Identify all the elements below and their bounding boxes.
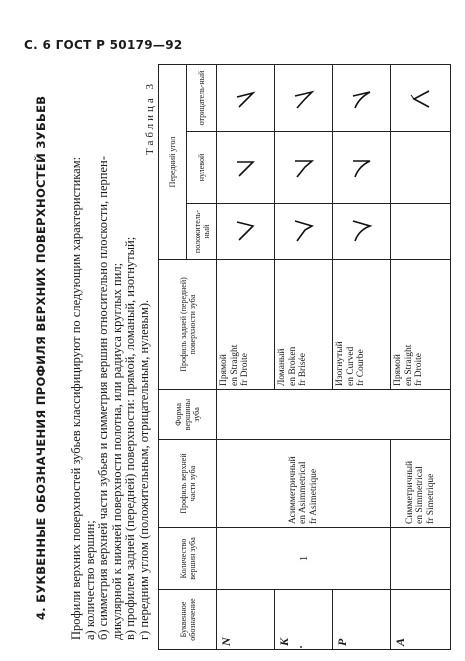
top-profile-cell-sym — [391, 440, 451, 528]
profile-fr: fr Courbe — [356, 349, 366, 386]
negative-angle-cell — [391, 65, 451, 132]
positive-angle-cell — [333, 204, 391, 260]
negative-angle-cell — [275, 65, 333, 132]
table-row — [217, 65, 275, 650]
zero-angle-cell — [333, 132, 391, 204]
paragraph-line: дикулярной к нижней поверхности полотна, или радиуса круглых пил; — [109, 262, 124, 640]
table-row — [391, 65, 451, 650]
tooth-curved-positive-icon — [351, 219, 373, 245]
profile-en: en Straight — [403, 344, 414, 386]
negative-angle-cell — [333, 65, 391, 132]
profile-ru: Изогнутый — [335, 341, 345, 386]
count-cell: 1 — [217, 528, 391, 590]
back-profile-cell — [275, 260, 333, 390]
tooth-straight-negative-icon — [235, 85, 257, 111]
profile-en: en Straight — [229, 344, 240, 386]
tooth-curved-zero-icon — [351, 155, 373, 181]
tooth-symmetric-negative-icon — [410, 85, 432, 111]
header-front-angle: Передний угол — [159, 65, 187, 260]
paragraph-line: Профили верхних поверхностей зубьев классифицируют по следующим характеристикам: — [69, 156, 83, 640]
profile-fr: fr Asimetrique — [308, 468, 319, 524]
profile-ru: Асимметричный — [287, 456, 298, 524]
positive-angle-cell — [217, 204, 275, 260]
tooth-curved-negative-icon — [351, 85, 373, 111]
classification-paragraph — [70, 80, 152, 640]
tooth-broken-negative-icon — [293, 85, 315, 111]
header-top-profile: Профиль верхней части зуба — [159, 440, 217, 528]
zero-angle-cell-empty — [391, 132, 451, 204]
section-title: 4. БУКВЕННЫЕ ОБОЗНАЧЕНИЯ ПРОФИЛЯ ВЕРХНИХ ПОВЕРХНОСТЕЙ ЗУБЬЕВ — [34, 95, 48, 620]
letter-cell: N — [217, 590, 275, 650]
paragraph-line: г) передним углом (положительным, отрицательным, нулевым). — [136, 299, 151, 640]
letter-cell: K — [275, 590, 333, 650]
profile-ru: Прямой — [219, 354, 229, 386]
header-negative: отрицатель-ный — [187, 65, 217, 132]
profile-fr: fr Droite — [414, 353, 424, 386]
back-profile-cell — [391, 260, 451, 390]
profile-en: en Simmetrical — [415, 466, 426, 524]
vertex-shape-cell — [217, 390, 451, 440]
letter-cell: P — [333, 590, 391, 650]
profile-fr: fr Droite — [240, 353, 250, 386]
profile-ru: Ломаный — [277, 348, 287, 386]
letter-cell: A — [391, 590, 451, 650]
top-profile-cell-asym — [217, 440, 391, 528]
profile-en: en Asimmetrical — [298, 461, 309, 524]
negative-angle-cell — [217, 65, 275, 132]
header-zero: нулевой — [187, 132, 217, 204]
paragraph-line: б) симметрия верхней части зубьев и симметрия вершин относительно плоскости, перпен- — [96, 156, 111, 640]
back-profile-cell — [217, 260, 275, 390]
paragraph-line: а) количество вершин; — [82, 520, 97, 640]
zero-angle-cell — [275, 132, 333, 204]
profile-en: en Curved — [345, 346, 356, 386]
tooth-broken-zero-icon — [293, 155, 315, 181]
profile-fr: fr Simetrique — [425, 473, 436, 524]
page-header: С. 6 ГОСТ Р 50179—92 — [24, 38, 183, 52]
profile-en: en Broken — [287, 346, 298, 386]
profile-fr: fr Brisée — [298, 353, 308, 386]
profile-ru: Прямой — [393, 354, 403, 386]
header-back-profile: Профиль задней (передней) поверхности зуба — [159, 260, 217, 390]
tooth-profile-table — [158, 64, 451, 650]
positive-angle-cell — [275, 204, 333, 260]
table-caption: Таблица 3 — [144, 80, 156, 155]
page-dot — [300, 646, 302, 648]
zero-angle-cell — [217, 132, 275, 204]
header-letter: Буквенное обозначение — [159, 590, 217, 650]
profile-ru: Симметричный — [404, 460, 415, 524]
paragraph-line: в) профилем задней (передней) поверхности: прямой, ломаный, изогнутый; — [123, 236, 138, 640]
positive-angle-cell-empty — [391, 204, 451, 260]
count-cell-empty — [391, 528, 451, 590]
header-positive: положитель-ный — [187, 204, 217, 260]
tooth-straight-zero-icon — [235, 155, 257, 181]
tooth-straight-positive-icon — [235, 219, 257, 245]
tooth-broken-positive-icon — [293, 219, 315, 245]
header-count: Количество вершин зуба — [159, 528, 217, 590]
table-header-row — [159, 65, 187, 650]
back-profile-cell — [333, 260, 391, 390]
header-vertex-shape: Форма вершины зуба — [159, 390, 217, 440]
rotated-page-content — [30, 40, 436, 660]
